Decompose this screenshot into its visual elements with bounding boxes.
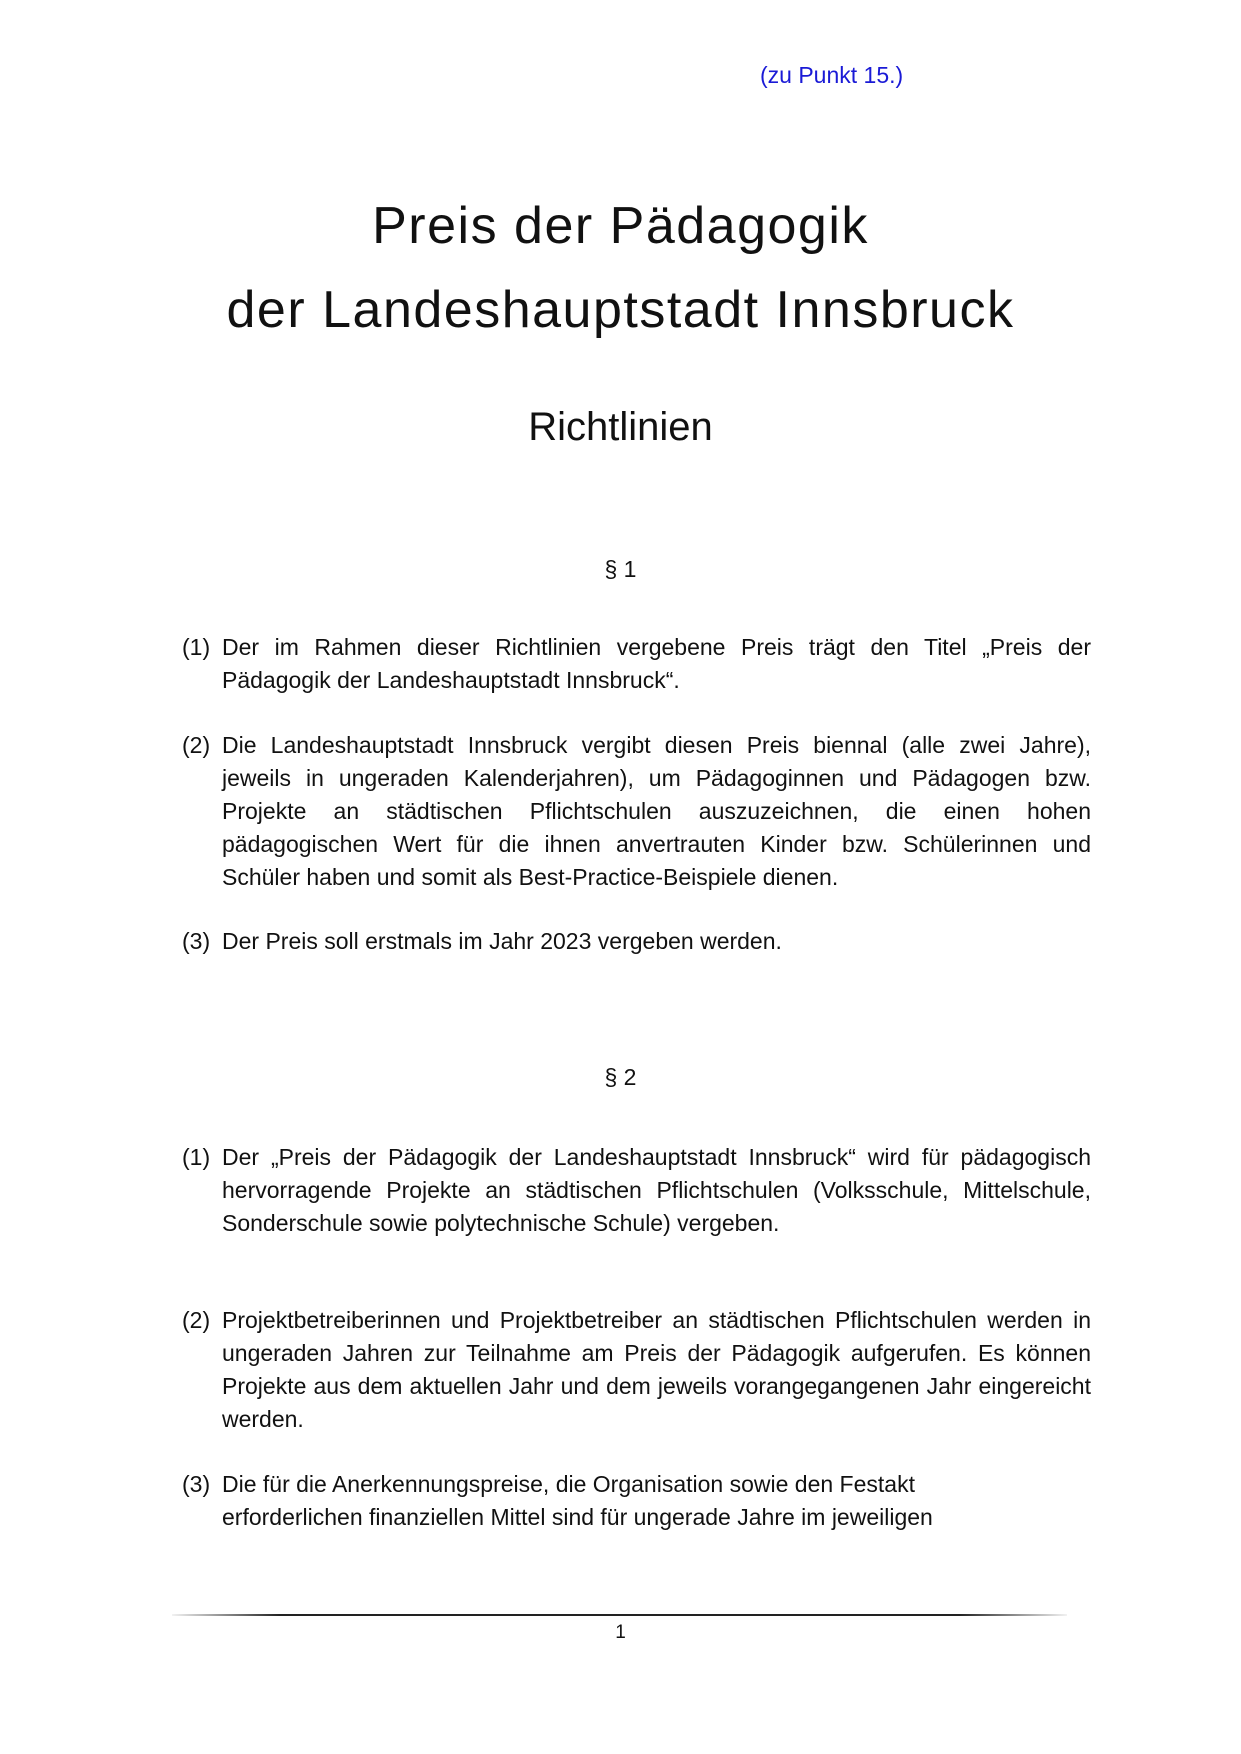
paragraph-2-1 <box>182 1141 1091 1240</box>
paragraph-1-2 <box>182 729 1091 894</box>
paragraph-number: (1) <box>182 634 211 660</box>
paragraph-2-2 <box>182 1304 1091 1436</box>
paragraph-text: Der Preis soll erstmals im Jahr 2023 vergeben werden. <box>222 928 782 954</box>
document-title-line-2: der Landeshauptstadt Innsbruck <box>226 281 1015 339</box>
paragraph-text: Die für die Anerkennungspreise, die Organisation sowie den Festakt erforderlichen finanziellen Mittel sind für ungerade Jahre im jeweiligen <box>222 1471 933 1530</box>
document-subtitle: Richtlinien <box>528 405 713 449</box>
paragraph-number: (3) <box>182 928 211 954</box>
paragraph-2-3 <box>182 1468 1022 1534</box>
footer-divider <box>172 1614 1067 1616</box>
paragraph-text: Die Landeshauptstadt Innsbruck vergibt diesen Preis biennal (alle zwei Jahre), jeweils in ungeraden Kalenderjahren), um Pädagoginnen und Pädagogen bzw. Projekte an städtischen Pflichtschulen auszuzeichnen, die einen hohen pädagogischen Wert für die ihnen anvertrauten Kinder bzw. Schülerinnen und Schüler haben und somit als Best-Practice-Beispiele dienen. <box>222 732 1091 890</box>
paragraph-number: (2) <box>182 732 211 758</box>
paragraph-text: Projektbetreiberinnen und Projektbetreiber an städtischen Pflichtschulen werden in ungeraden Jahren zur Teilnahme am Preis der Pädagogik aufgerufen. Es können Projekte aus dem aktuellen Jahr und dem jeweils vorangegangenen Jahr eingereicht werden. <box>222 1307 1091 1432</box>
agenda-reference: (zu Punkt 15.) <box>760 62 904 88</box>
paragraph-1-1 <box>182 631 1091 697</box>
paragraph-number: (1) <box>182 1144 211 1170</box>
paragraph-1-3 <box>182 925 1091 958</box>
section-heading-1: § 1 <box>604 556 637 582</box>
paragraph-text: Der im Rahmen dieser Richtlinien vergebene Preis trägt den Titel „Preis der Pädagogik der Landeshauptstadt Innsbruck“. <box>222 634 1091 693</box>
paragraph-number: (2) <box>182 1307 211 1333</box>
paragraph-text: Der „Preis der Pädagogik der Landeshauptstadt Innsbruck“ wird für pädagogisch hervorragende Projekte an städtischen Pflichtschulen (Volksschule, Mittelschule, Sonderschule sowie polytechnische Schule) vergeben. <box>222 1144 1091 1236</box>
section-heading-2: § 2 <box>604 1064 637 1090</box>
paragraph-number: (3) <box>182 1471 211 1497</box>
page-number: 1 <box>615 1622 626 1643</box>
document-title-line-1: Preis der Pädagogik <box>372 197 869 255</box>
